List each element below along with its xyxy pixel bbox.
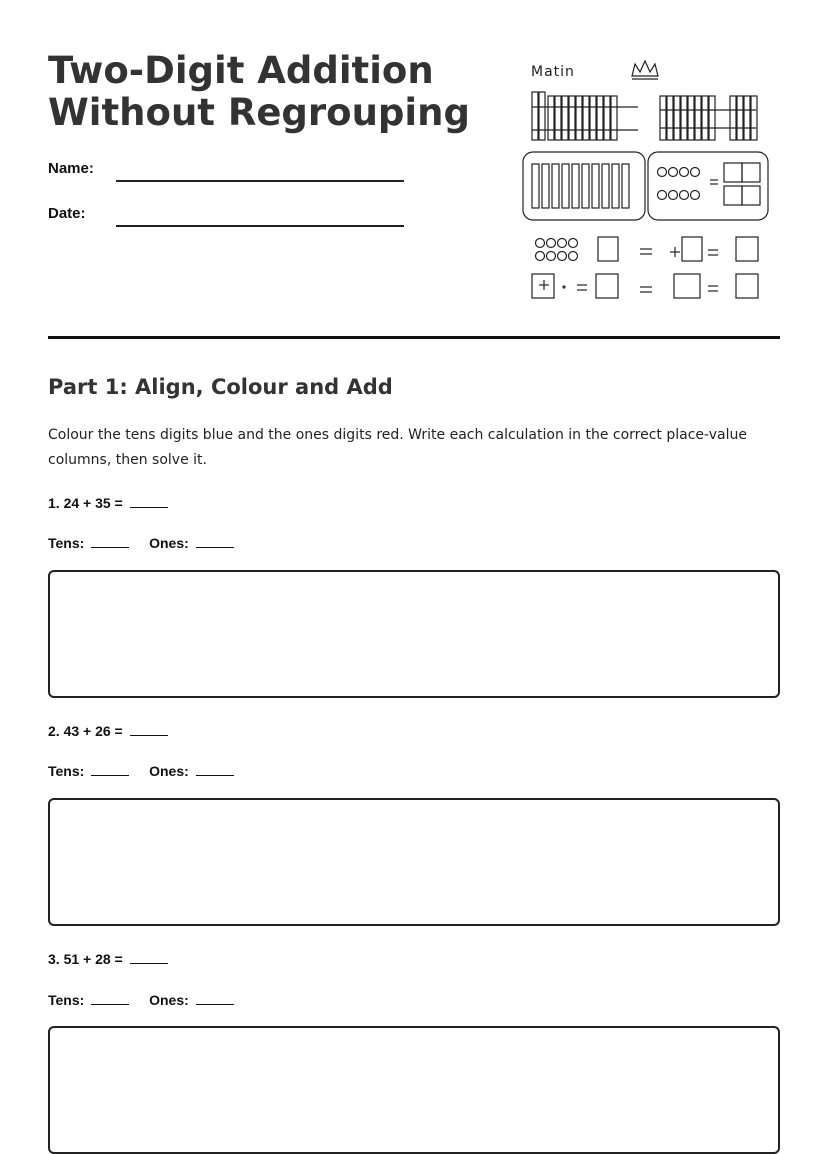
part1-instructions: Colour the tens digits blue and the ones digits red. Write each calculation in the correct place-value columns, then solve it. xyxy=(48,427,747,468)
tens-blank[interactable] xyxy=(91,535,129,548)
tens-label: Tens: xyxy=(48,535,85,551)
name-label: Name: xyxy=(48,160,94,177)
work-box[interactable] xyxy=(48,570,780,698)
work-box[interactable] xyxy=(48,798,780,926)
section-divider xyxy=(48,336,780,339)
tens-blank[interactable] xyxy=(91,763,129,776)
answer-box-icon xyxy=(532,237,758,298)
question-2-label: 2. 43 + 26 = xyxy=(48,723,123,739)
title-line-1: Two-Digit Addition xyxy=(48,49,434,92)
ones-label: Ones: xyxy=(149,535,189,551)
question-3 xyxy=(48,951,168,967)
question-3-label: 3. 51 + 28 = xyxy=(48,951,123,967)
answer-blank[interactable] xyxy=(130,723,168,736)
worksheet-title xyxy=(48,50,488,134)
answer-blank[interactable] xyxy=(130,495,168,508)
question-2 xyxy=(48,723,168,739)
tens-ones-row xyxy=(48,763,250,779)
ones-label: Ones: xyxy=(149,992,189,1008)
part1-title: Part 1: Align, Colour and Add xyxy=(48,375,393,399)
tens-ones-row xyxy=(48,535,250,551)
date-line[interactable] xyxy=(116,225,404,227)
date-label: Date: xyxy=(48,205,86,222)
crown-icon xyxy=(632,61,658,79)
ones-blank[interactable] xyxy=(196,763,234,776)
tens-blank[interactable] xyxy=(91,992,129,1005)
ones-blank[interactable] xyxy=(196,535,234,548)
tens-sticks-icon xyxy=(532,92,757,140)
tens-label: Tens: xyxy=(48,763,85,779)
tens-ones-row xyxy=(48,992,250,1008)
ones-blank[interactable] xyxy=(196,992,234,1005)
ones-label: Ones: xyxy=(149,763,189,779)
title-line-2: Without Regrouping xyxy=(48,91,470,134)
place-value-illustration xyxy=(520,52,770,307)
work-box[interactable] xyxy=(48,1026,780,1154)
name-line[interactable] xyxy=(116,180,404,182)
tens-label: Tens: xyxy=(48,992,85,1008)
question-1-label: 1. 24 + 35 = xyxy=(48,495,123,511)
answer-blank[interactable] xyxy=(130,951,168,964)
question-1 xyxy=(48,495,168,511)
brand-logo: Matin xyxy=(531,64,575,80)
ones-circles-icon xyxy=(658,163,761,205)
